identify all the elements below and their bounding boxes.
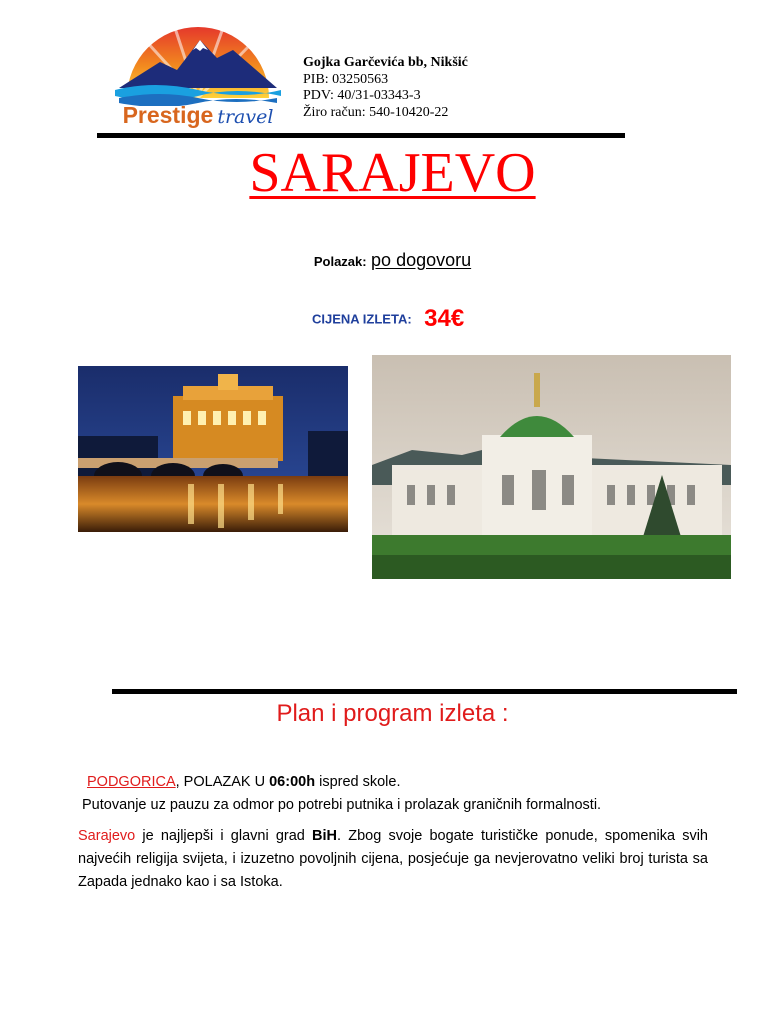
photo-academy-building <box>372 355 731 579</box>
logo-wordmark <box>105 102 291 129</box>
company-pib: PIB: 03250563 <box>303 71 389 87</box>
departure-text-b: ispred skole. <box>315 774 401 790</box>
about-country: BiH <box>312 828 338 844</box>
page-title: SARAJEVO <box>249 142 536 204</box>
photo-city-hall-night <box>78 366 348 532</box>
section-divider <box>112 689 737 694</box>
departure-city: PODGORICA <box>87 774 176 790</box>
plan-heading: Plan i program izleta : <box>276 700 509 727</box>
about-text-a: je najljepši i glavni grad <box>135 828 313 844</box>
company-pdv: PDV: 40/31-03343-3 <box>303 88 421 103</box>
prestige-travel-logo <box>105 10 291 130</box>
price-value: 34€ <box>424 305 465 332</box>
departure-text-a: OLAZAK U <box>193 774 270 790</box>
departure-time: 06:00h <box>269 774 316 790</box>
about-city: Sarajevo <box>78 828 136 844</box>
departure-details-line <box>87 772 401 793</box>
logo-brand-main: Prestige <box>122 102 214 128</box>
price-line <box>312 305 464 333</box>
departure-label: Polazak: <box>313 254 367 269</box>
logo-brand-script: travel <box>217 106 274 128</box>
sunset-mountain-logo-icon <box>105 10 291 106</box>
company-account: Žiro račun: 540-10420-22 <box>303 104 449 120</box>
travel-note-line: Putovanje uz pauzu za odmor po potrebi putnika i prolazak graničnih formalnosti. <box>82 797 602 813</box>
price-label: CIJENA IZLETA: <box>312 311 412 327</box>
company-address: Gojka Garčevića bb, Nikšić <box>303 55 468 70</box>
departure-sep: , P <box>175 774 194 790</box>
company-info <box>303 55 468 121</box>
header-divider <box>97 133 625 138</box>
about-text-b: . Zbog svoje bogate turističke ponude, spomenika svih najvećih religija svijeta, i izuzetno povoljnih cijena, posjećuje ga nevjerovatno veliki broj turista sa Zapada jednako kao i sa Istoka. <box>78 828 708 890</box>
departure-value: po dogovoru <box>371 250 472 270</box>
sarajevo-description <box>78 825 708 894</box>
departure-line <box>0 250 768 271</box>
